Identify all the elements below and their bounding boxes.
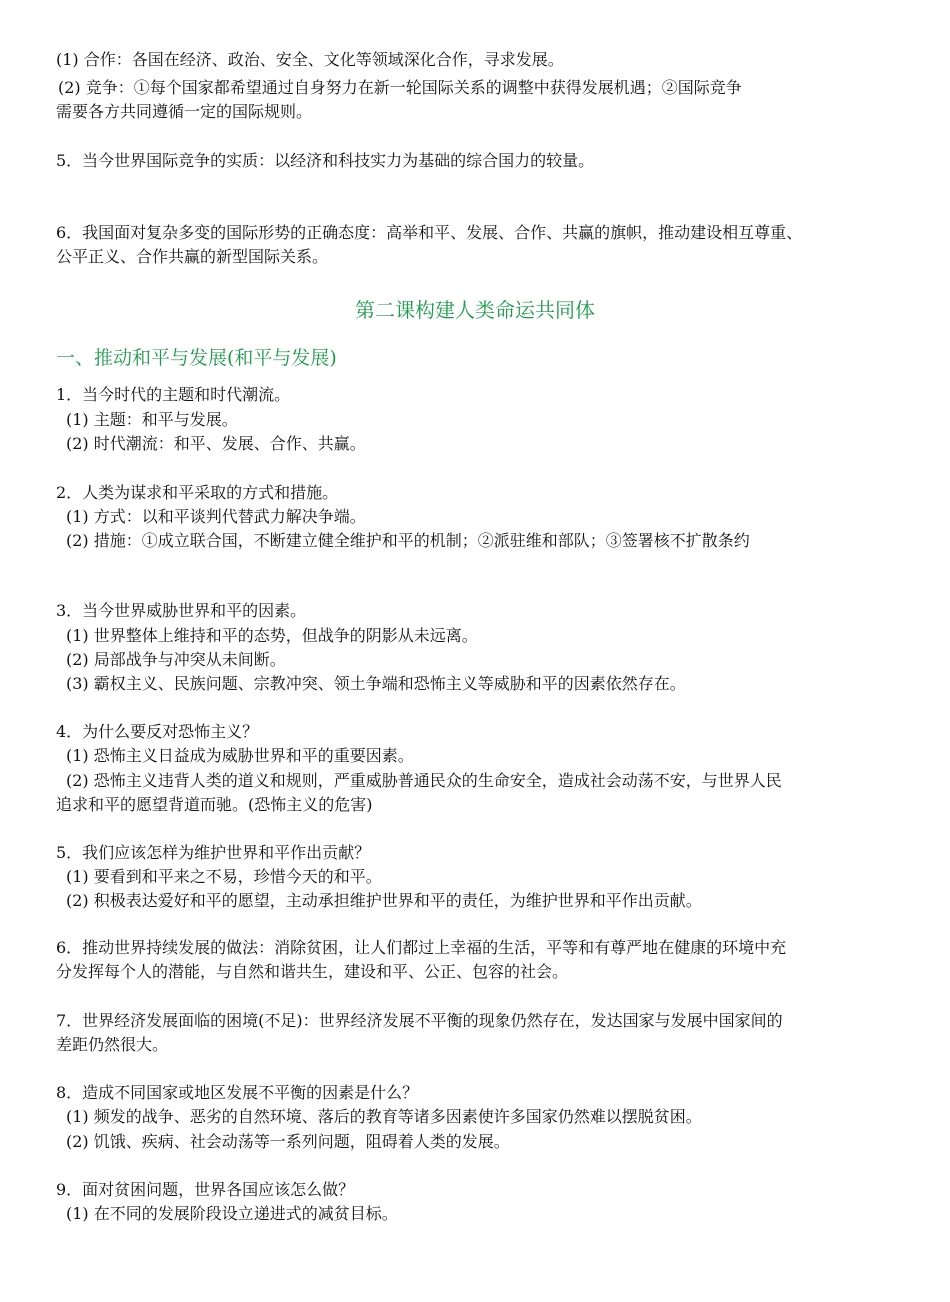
q2-heading: 2．人类为谋求和平采取的方式和措施。 <box>56 483 339 502</box>
q3-item-b: (2) 局部战争与冲突从未间断。 <box>66 650 286 669</box>
q5-item-a: (1) 要看到和平来之不易，珍惜今天的和平。 <box>66 867 382 886</box>
q1-item-a: (1) 主题：和平与发展。 <box>66 410 238 429</box>
intro-line-competition-cont: 需要各方共同遵循一定的国际规则。 <box>56 102 313 121</box>
q2-item-a: (1) 方式：以和平谈判代替武力解决争端。 <box>66 507 366 526</box>
q3-item-c: (3) 霸权主义、民族问题、宗教冲突、领土争端和恐怖主义等威胁和平的因素依然存在。 <box>66 674 686 693</box>
q3-heading: 3．当今世界威胁世界和平的因素。 <box>56 601 307 620</box>
intro-line-competition: (2) 竞争：①每个国家都希望通过自身努力在新一轮国际关系的调整中获得发展机遇；②国际竞争 <box>58 78 742 97</box>
q6-line-2: 分发挥每个人的潜能，与自然和谐共生，建设和平、公正、包容的社会。 <box>56 962 569 981</box>
point-5: 5．当今世界国际竞争的实质：以经济和科技实力为基础的综合国力的较量。 <box>56 151 595 170</box>
point-6-line-1: 6．我国面对复杂多变的国际形势的正确态度：高举和平、发展、合作、共赢的旗帜，推动建设相互尊重、 <box>56 223 803 242</box>
q9-item-a: (1) 在不同的发展阶段设立递进式的减贫目标。 <box>66 1204 398 1223</box>
q7-line-1: 7．世界经济发展面临的困境(不足)：世界经济发展不平衡的现象仍然存在，发达国家与发展中国家间的 <box>56 1011 783 1030</box>
q8-item-a: (1) 频发的战争、恶劣的自然环境、落后的教育等诸多因素使许多国家仍然难以摆脱贫困。 <box>66 1107 702 1126</box>
q9-heading: 9．面对贫困问题，世界各国应该怎么做？ <box>56 1180 355 1199</box>
q4-item-b: (2) 恐怖主义违背人类的道义和规则，严重威胁普通民众的生命安全，造成社会动荡不安，与世界人民 <box>66 771 782 790</box>
q4-item-a: (1) 恐怖主义日益成为威胁世界和平的重要因素。 <box>66 746 414 765</box>
point-6-line-2: 公平正义、合作共赢的新型国际关系。 <box>56 247 329 266</box>
q8-item-b: (2) 饥饿、疾病、社会动荡等一系列问题，阻碍着人类的发展。 <box>66 1132 510 1151</box>
q2-item-b: (2) 措施：①成立联合国，不断建立健全维护和平的机制；②派驻维和部队；③签署核不扩散条约 <box>66 531 750 550</box>
q7-line-2: 差距仍然很大。 <box>56 1035 169 1054</box>
q3-item-a: (1) 世界整体上维持和平的态势，但战争的阴影从未远离。 <box>66 626 478 645</box>
q4-heading: 4．为什么要反对恐怖主义？ <box>56 722 259 741</box>
q8-heading: 8．造成不同国家或地区发展不平衡的因素是什么？ <box>56 1083 419 1102</box>
q4-item-b-cont: 追求和平的愿望背道而驰。(恐怖主义的危害) <box>56 795 373 814</box>
q1-heading: 1．当今时代的主题和时代潮流。 <box>56 385 291 404</box>
q1-item-b: (2) 时代潮流：和平、发展、合作、共赢。 <box>66 434 366 453</box>
section-heading: 一、推动和平与发展(和平与发展) <box>56 347 337 369</box>
q5-heading: 5．我们应该怎样为维护世界和平作出贡献？ <box>56 843 371 862</box>
q5-item-b: (2) 积极表达爱好和平的愿望，主动承担维护世界和平的责任，为维护世界和平作出贡献。 <box>66 891 702 910</box>
q6-line-1: 6．推动世界持续发展的做法：消除贫困，让人们都过上幸福的生活，平等和有尊严地在健康的环境中充 <box>56 938 787 957</box>
intro-line-cooperation: (1) 合作：各国在经济、政治、安全、文化等领域深化合作，寻求发展。 <box>56 50 564 69</box>
lesson-title: 第二课构建人类命运共同体 <box>355 298 595 322</box>
